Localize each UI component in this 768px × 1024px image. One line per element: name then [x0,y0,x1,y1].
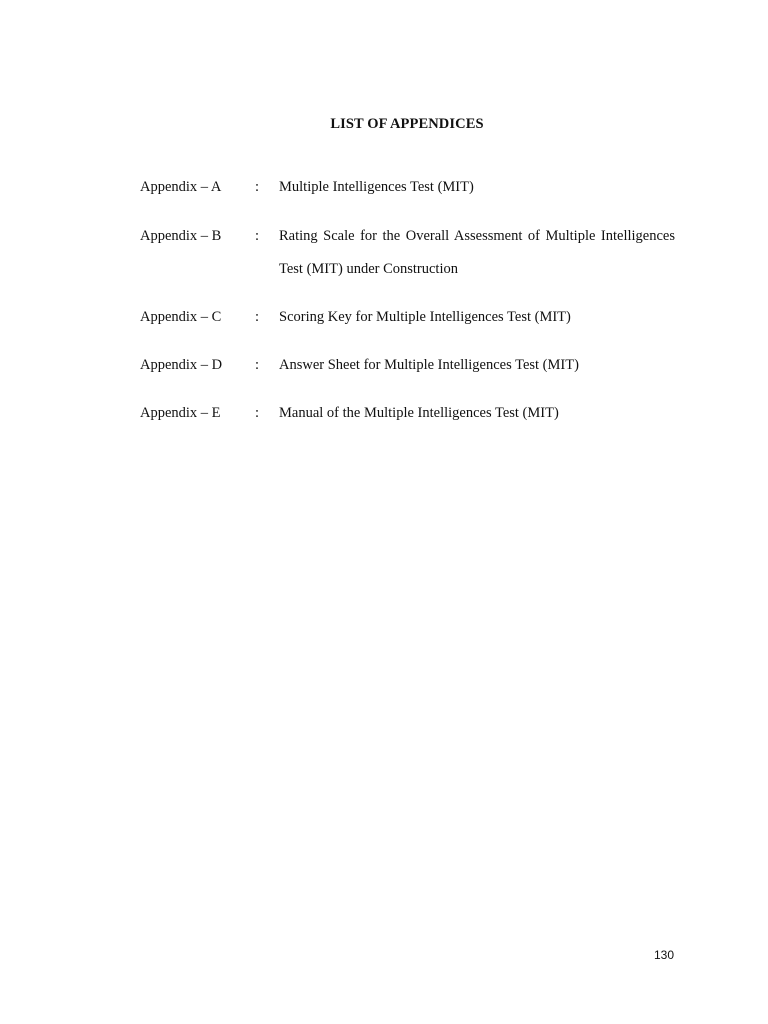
appendix-separator: : [255,228,260,244]
appendix-entry-e [140,397,675,430]
appendix-separator: : [255,309,260,325]
appendix-description: Multiple Intelligences Test (MIT) [279,179,474,195]
appendix-separator: : [255,405,260,421]
appendix-separator: : [255,357,260,373]
page-number: 130 [654,948,675,962]
appendix-separator: : [255,179,260,195]
appendix-label: Appendix – D [140,357,223,373]
appendix-label: Appendix – B [140,228,222,244]
appendix-entry-d [140,349,675,382]
appendix-description: Answer Sheet for Multiple Intelligences Test (MIT) [279,357,579,373]
page-title: LIST OF APPENDICES [330,116,484,132]
appendix-description: Scoring Key for Multiple Intelligences Test (MIT) [279,309,571,325]
appendix-description: Rating Scale for the Overall Assessment of Multiple Intelligences Test (MIT) under Construction [279,228,675,277]
appendix-entry-c [140,301,675,334]
appendix-label: Appendix – E [140,405,221,421]
appendix-entry-b [140,220,675,285]
appendix-label: Appendix – C [140,309,222,325]
appendix-entry-a [140,171,675,204]
appendix-label: Appendix – A [140,179,222,195]
appendix-description: Manual of the Multiple Intelligences Test (MIT) [279,405,559,421]
